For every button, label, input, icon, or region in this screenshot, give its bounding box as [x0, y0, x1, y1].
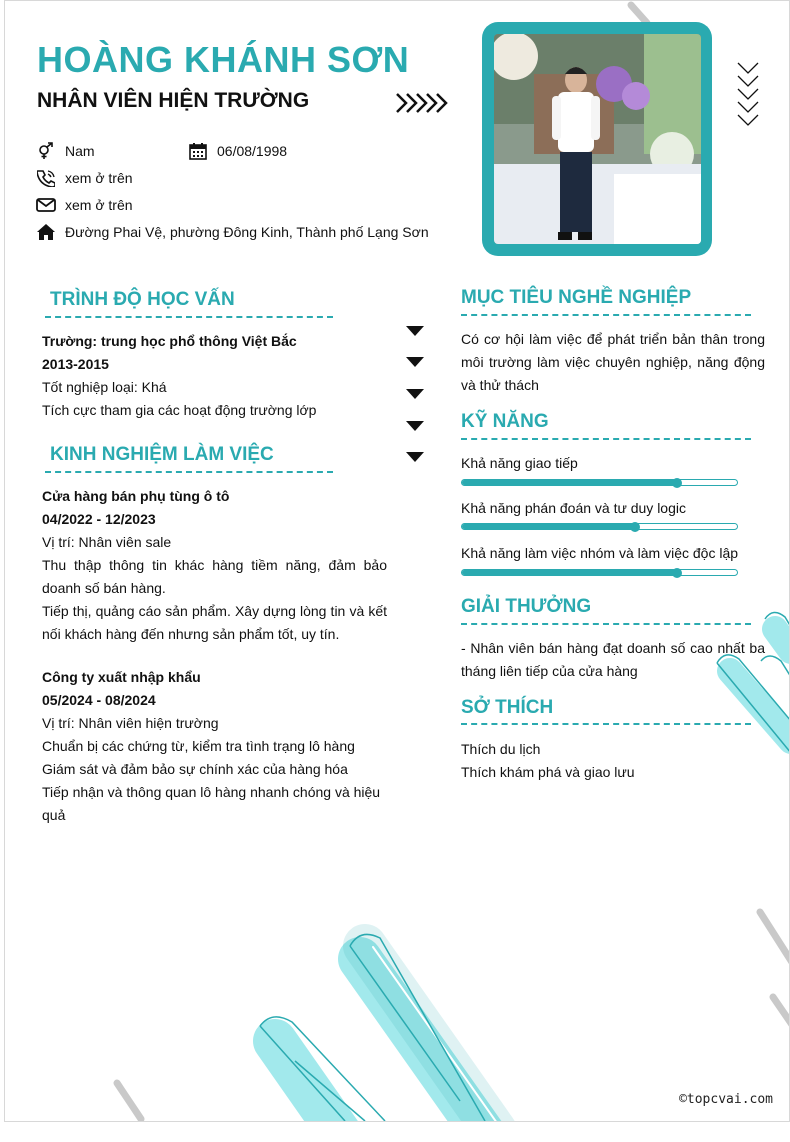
chevrons-right-icon: [395, 91, 451, 115]
objective-divider: [461, 314, 751, 318]
triangle-down-icon: [406, 452, 424, 462]
chevrons-down-icon: [735, 61, 761, 129]
skill-label: Khả năng làm việc nhóm và làm việc độc lập: [461, 545, 739, 561]
cv-page: [4, 0, 790, 1122]
candidate-name: HOÀNG KHÁNH SƠN: [37, 39, 410, 80]
job-company: Cửa hàng bán phụ tùng ô tô: [42, 488, 230, 504]
phone-value: xem ở trên: [65, 170, 133, 186]
calendar-icon: [187, 142, 209, 160]
watermark: ©topcvai.com: [679, 1092, 773, 1107]
education-divider: [45, 316, 333, 320]
skill-bar-fill: [462, 570, 677, 575]
job-period: 05/2024 - 08/2024: [42, 692, 156, 708]
skill-label: Khả năng giao tiếp: [461, 455, 578, 471]
experience-job: [42, 666, 387, 827]
experience-job: [42, 485, 387, 646]
education-note: Tích cực tham gia các hoạt động trường lớp: [42, 402, 317, 418]
triangle-down-icon: [406, 326, 424, 336]
job-line: Thu thập thông tin khác hàng tiềm năng, đảm bảo doanh số bán hàng.: [42, 557, 387, 596]
gender-icon: [35, 142, 57, 160]
education-years: 2013-2015: [42, 356, 109, 372]
gender-value: Nam: [65, 143, 95, 159]
skill-bar-fill: [462, 480, 677, 485]
skill-bar-fill: [462, 524, 635, 529]
triangle-down-icon: [406, 421, 424, 431]
hobby-item: Thích du lịch: [461, 741, 541, 757]
awards-divider: [461, 623, 751, 627]
address-row: [35, 223, 429, 241]
mail-icon: [35, 196, 57, 214]
hobbies-list: [461, 738, 761, 784]
experience-divider: [45, 471, 333, 475]
birthdate-value: 06/08/1998: [217, 143, 288, 159]
hobbies-title: SỞ THÍCH: [461, 697, 554, 718]
phone-icon: [35, 169, 57, 187]
job-company: Công ty xuất nhập khẩu: [42, 669, 201, 685]
skill-knob: [672, 478, 682, 488]
birthdate-row: [187, 142, 287, 160]
objective-text: Có cơ hội làm việc để phát triển bản thân trong môi trường làm việc chuyên nghiệp, năng động và thử thách: [461, 331, 765, 393]
address-value: Đường Phai Vệ, phường Đông Kinh, Thành phố Lạng Sơn: [65, 224, 429, 240]
skill-bar: [461, 569, 738, 576]
job-line: Vị trí: Nhân viên hiện trường: [42, 715, 219, 731]
awards-text: - Nhân viên bán hàng đạt doanh số cao nhất ba tháng liên tiếp của cửa hàng: [461, 640, 765, 679]
phone-row: [35, 169, 133, 187]
profile-photo: [494, 34, 701, 244]
email-value: xem ở trên: [65, 197, 133, 213]
job-line: Giám sát và đảm bảo sự chính xác của hàng hóa: [42, 761, 348, 777]
hobbies-divider: [461, 723, 751, 727]
gender-row: [35, 142, 95, 160]
education-school: Trường: trung học phổ thông Việt Bắc: [42, 333, 297, 349]
education-title: TRÌNH ĐỘ HỌC VẤN: [50, 289, 235, 310]
email-row: [35, 196, 133, 214]
job-title: NHÂN VIÊN HIỆN TRƯỜNG: [37, 89, 310, 112]
awards-title: GIẢI THƯỞNG: [461, 596, 592, 617]
objective-title: MỤC TIÊU NGHỀ NGHIỆP: [461, 287, 692, 308]
skill-knob: [672, 568, 682, 578]
skills-divider: [461, 438, 751, 442]
job-line: Vị trí: Nhân viên sale: [42, 534, 172, 550]
triangle-down-icon: [406, 389, 424, 399]
skill-bar: [461, 523, 738, 530]
home-icon: [35, 223, 57, 241]
education-content: [42, 330, 392, 422]
skills-title: KỸ NĂNG: [461, 411, 549, 432]
job-line: Tiếp thị, quảng cáo sản phẩm. Xây dựng lòng tin và kết nối khách hàng đến nhưng sản phẩm tốt, uy tín.: [42, 603, 387, 642]
skill-label: Khả năng phán đoán và tư duy logic: [461, 500, 686, 516]
hobby-item: Thích khám phá và giao lưu: [461, 764, 635, 780]
job-line: Chuẩn bị các chứng từ, kiểm tra tình trạng lô hàng: [42, 738, 355, 754]
triangle-down-icon: [406, 357, 424, 367]
experience-title: KINH NGHIỆM LÀM VIỆC: [50, 444, 274, 465]
education-grade: Tốt nghiệp loại: Khá: [42, 379, 167, 395]
skill-knob: [630, 522, 640, 532]
job-period: 04/2022 - 12/2023: [42, 511, 156, 527]
skill-bar: [461, 479, 738, 486]
job-line: Tiếp nhận và thông quan lô hàng nhanh chóng và hiệu quả: [42, 784, 381, 823]
